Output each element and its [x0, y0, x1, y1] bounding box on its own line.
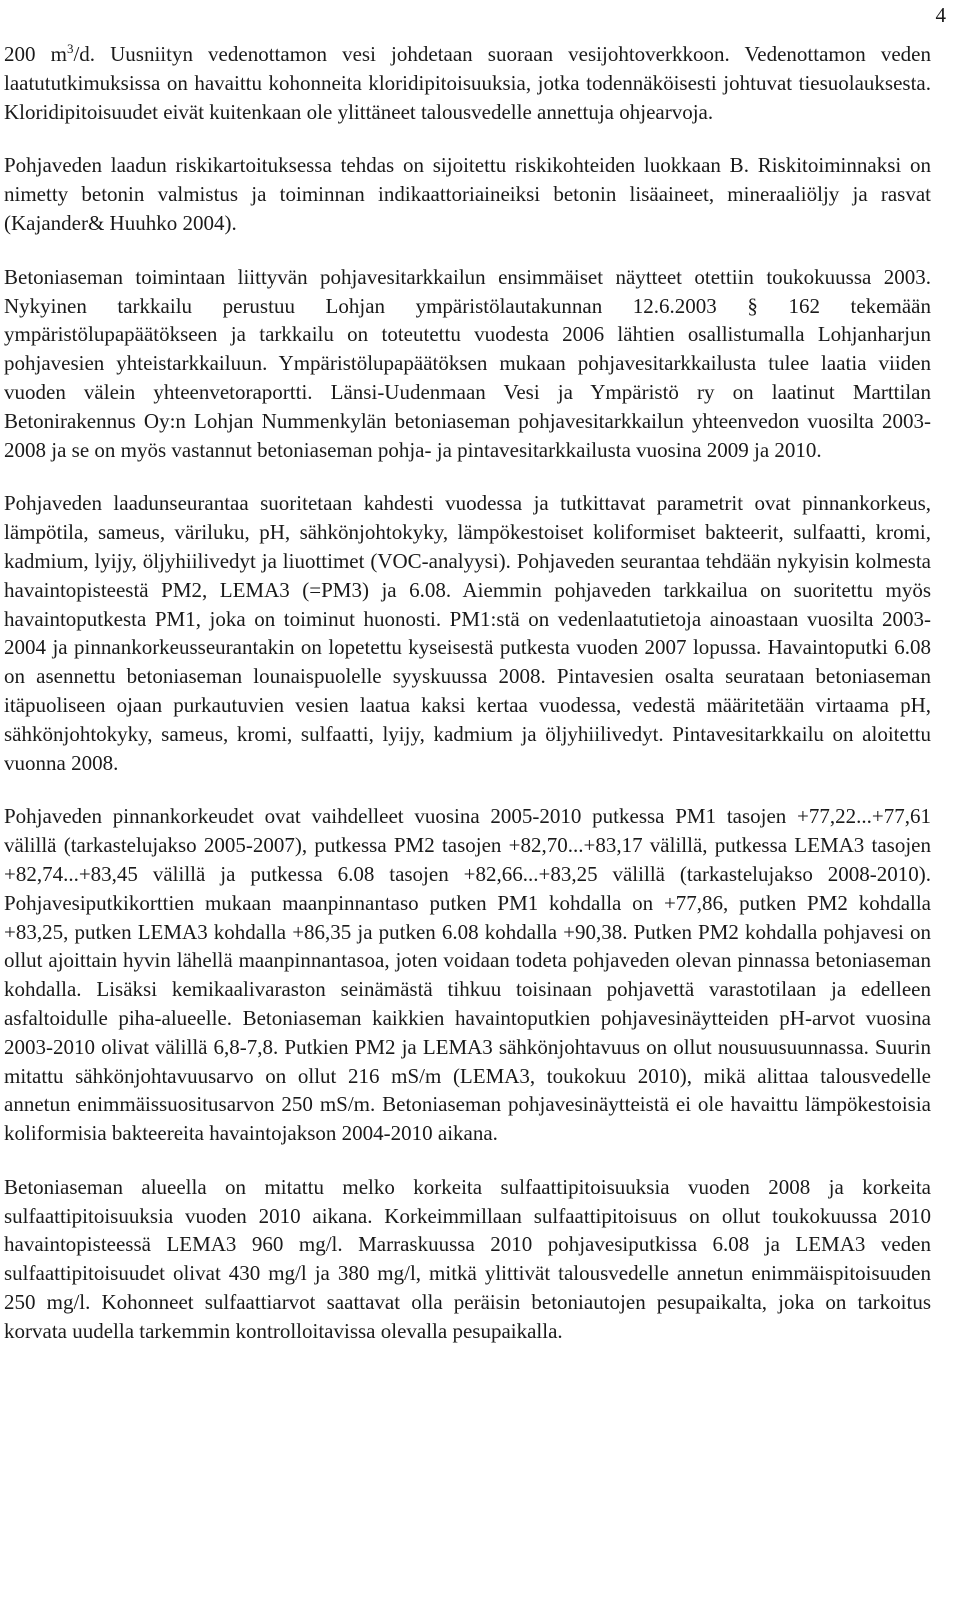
paragraph-water-intake-text: /d. Uusniityn vedenottamon vesi johdetaan suoraan vesijohtoverkkoon. Vedenottamon veden laatututkimuksissa on havaittu kohonneita kloridipitoisuuksia, jotka todennäköisesti johtuvat tiesuolauksesta. Kloridipitoisuudet eivät kuitenkaan ole ylittäneet talousvedelle annettuja ohjearvoja.: [4, 42, 931, 124]
paragraph-sulfate: Betoniaseman alueella on mitattu melko korkeita sulfaattipitoisuuksia vuoden 2008 ja korkeita sulfaattipitoisuuksia vuoden 2010 aikana. Korkeimmillaan sulfaattipitoisuus on ollut toukokuussa 2010 havaintopisteessä LEMA3 960 mg/l. Marraskuussa 2010 pohjavesiputkissa 6.08 ja LEMA3 veden sulfaattipitoisuudet olivat 430 mg/l ja 380 mg/l, mitkä ylittivät talousvedelle annetun enimmäispitoisuuden 250 mg/l. Kohonneet sulfaattiarvot saattavat olla peräisin betoniautojen pesupaikalta, joka on tarkoitus korvata uudella tarkemmin kontrolloitavissa olevalla pesupaikalla.: [4, 1174, 931, 1343]
body-text: [4, 40, 931, 1346]
cubic-superscript: 3: [66, 41, 74, 56]
paragraph-groundwater-levels: Pohjaveden pinnankorkeudet ovat vaihdelleet vuosina 2005-2010 putkessa PM1 tasojen +77,22...+77,61 välillä (tarkastelujakso 2005-2007), putkessa PM2 tasojen +82,70...+83,17 välillä, putkessa LEMA3 tasojen +82,74...+83,45 välillä ja putkessa 6.08 tasojen +82,66...+83,25 välillä (tarkastelujakso 2008-2010). Pohjavesiputkikorttien mukaan maanpinnantaso putken PM1 kohdalla on +77,86, putken PM2 kohdalla +83,25, putken LEMA3 kohdalla +86,35 ja putken 6.08 kohdalla +90,38. Putken PM2 kohdalla pohjavesi on ollut ajoittain hyvin lähellä maanpinnantasoa, joten voidaan todeta pohjaveden olevan pinnassa betoniaseman kohdalla. Lisäksi kemikaalivaraston seinämästä tihkuu toisinaan pohjavettä varastotilaan ja edelleen asfaltoidulle piha-alueelle. Betoniaseman kaikkien havaintoputkien pohjavesinäytteiden pH-arvot vuosina 2003-2010 olivat välillä 6,8-7,8. Putkien PM2 ja LEMA3 sähkönjohtavuus on ollut nousuusuunnassa. Suurin mitattu sähkönjohtavuusarvo on ollut 216 mS/m (LEMA3, toukokuu 2010), mikä alittaa talousvedelle annetun enimmäissuositusarvon 250 mS/m. Betoniaseman pohjavesinäytteistä ei ole havaittu lämpökestoisia koliformisia bakteereita havaintojakson 2004-2010 aikana.: [4, 804, 931, 1146]
flow-value: 200 m: [4, 42, 67, 66]
paragraph-monitoring-history: Betoniaseman toimintaan liittyvän pohjavesitarkkailun ensimmäiset näytteet otettiin toukokuussa 2003. Nykyinen tarkkailu perustuu Lohjan ympäristölautakunnan 12.6.2003 § 162 tekemään ympäristölupapäätökseen ja tarkkailu on toteutettu vuodesta 2006 lähtien osallistumalla Lohjanharjun pohjavesien yhteistarkkailuun. Ympäristölupapäätöksen mukaan pohjavesitarkkailusta tulee laatia viiden vuoden välein yhteenvetoraportti. Länsi-Uudenmaan Vesi ja Ympäristö ry on laatinut Marttilan Betonirakennus Oy:n Lohjan Nummenkylän betoniaseman pohjavesitarkkailun yhteenvedon vuosilta 2003-2008 ja se on myös vastannut betoniaseman pohja- ja pintavesitarkkailusta vuosina 2009 ja 2010.: [4, 264, 931, 462]
paragraph-water-intake: [4, 40, 931, 126]
paragraph-quality-monitoring: Pohjaveden laadunseurantaa suoritetaan kahdesti vuodessa ja tutkittavat parametrit ovat pinnankorkeus, lämpötila, sameus, väriluku, pH, sähkönjohtokyky, lämpökestoiset koliformiset bakteerit, sulfaatti, kromi, kadmium, lyijy, öljyhiilivedyt ja liuottimet (VOC-analyysi). Pohjaveden seurantaa tehdään nykyisin kolmesta havaintopisteestä PM2, LEMA3 (=PM3) ja 6.08. Aiemmin pohjaveden tarkkailua on suoritettu myös havaintoputkesta PM1, joka on toiminut huonosti. PM1:stä on vedenlaatutietoja ainoastaan vuosilta 2003-2004 ja pinnankorkeusseurantakin on lopetettu kyseisestä putkesta vuoden 2007 lopussa. Havaintoputki 6.08 on asennettu betoniaseman lounaispuolelle syyskuussa 2008. Pintavesien osalta seurataan betoniaseman itäpuoliseen ojaan purkautuvien vesien laatua kaksi kertaa vuodessa, vedestä määritetään virtaama pH, sähkönjohtokyky, sameus, kromi, sulfaatti, lyijy, kadmium ja öljyhiilivedyt. Pintavesitarkkailu on aloitettu vuonna 2008.: [4, 491, 931, 775]
paragraph-risk-mapping: Pohjaveden laadun riskikartoituksessa tehdas on sijoitettu riskikohteiden luokkaan B. Riskitoiminnaksi on nimetty betonin valmistus ja toiminnan indikaattoriaineiksi betonin lisäaineet, mineraaliöljy ja rasvat (Kajander& Huuhko 2004).: [4, 153, 931, 235]
page-number: 4: [935, 3, 946, 27]
